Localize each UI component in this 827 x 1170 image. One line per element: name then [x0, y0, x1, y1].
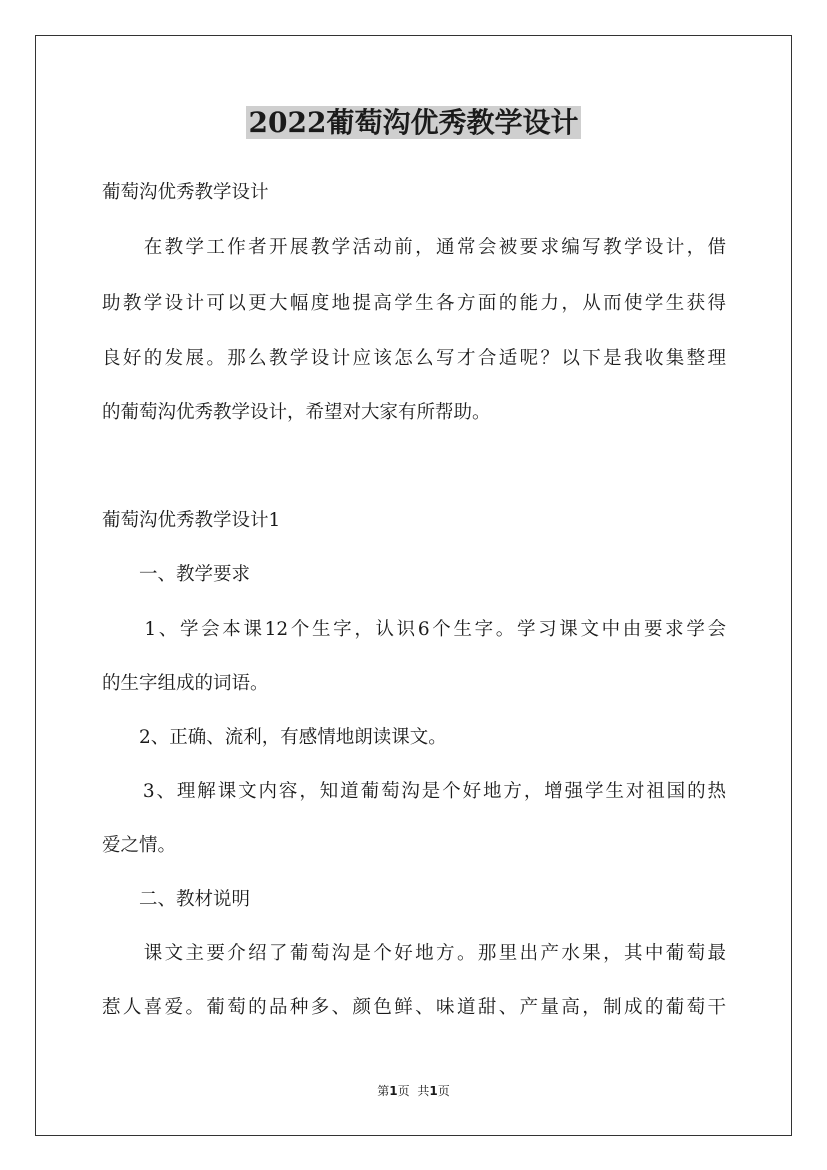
footer-total-suffix: 页 — [437, 1084, 450, 1098]
paragraph-line: 的葡萄沟优秀教学设计，希望对大家有所帮助。 — [102, 402, 491, 423]
subheading-material-description: 二、教材说明 — [102, 889, 251, 910]
document-title — [0, 103, 827, 143]
paragraph-line: 课文主要介绍了葡萄沟是个好地方。那里出产水果，其中葡萄最 — [102, 943, 726, 964]
paragraph-line: 爱之情。 — [102, 835, 177, 856]
paragraph-line: 良好的发展。那么教学设计应该怎么写才合适呢？以下是我收集整理 — [102, 348, 726, 369]
footer-page-number: 1 — [389, 1084, 398, 1098]
paragraph-line: 助教学设计可以更大幅度地提高学生各方面的能力，从而使学生获得 — [102, 293, 726, 314]
paragraph-line: 1、学会本课12个生字，认识6个生字。学习课文中由要求学会 — [102, 619, 726, 640]
footer-page-prefix: 第 — [377, 1084, 390, 1098]
footer-total-pages: 1 — [429, 1084, 438, 1098]
footer-page-suffix: 页 — [397, 1084, 410, 1098]
footer-total-prefix: 共 — [417, 1084, 430, 1098]
paragraph-line: 在教学工作者开展教学活动前，通常会被要求编写教学设计，借 — [102, 237, 726, 258]
paragraph-line: 的生字组成的词语。 — [102, 673, 269, 694]
subheading-teaching-requirements: 一、教学要求 — [102, 564, 251, 585]
page-footer — [0, 1083, 827, 1099]
paragraph-line: 2、正确、流利，有感情地朗读课文。 — [102, 727, 447, 748]
section-heading-design-1: 葡萄沟优秀教学设计1 — [102, 510, 281, 531]
paragraph-line: 惹人喜爱。葡萄的品种多、颜色鲜、味道甜、产量高，制成的葡萄干 — [102, 997, 726, 1018]
section-heading-intro: 葡萄沟优秀教学设计 — [102, 182, 269, 203]
document-title-text: 2022葡萄沟优秀教学设计 — [246, 106, 582, 139]
paragraph-line: 3、理解课文内容，知道葡萄沟是个好地方，增强学生对祖国的热 — [102, 781, 726, 802]
